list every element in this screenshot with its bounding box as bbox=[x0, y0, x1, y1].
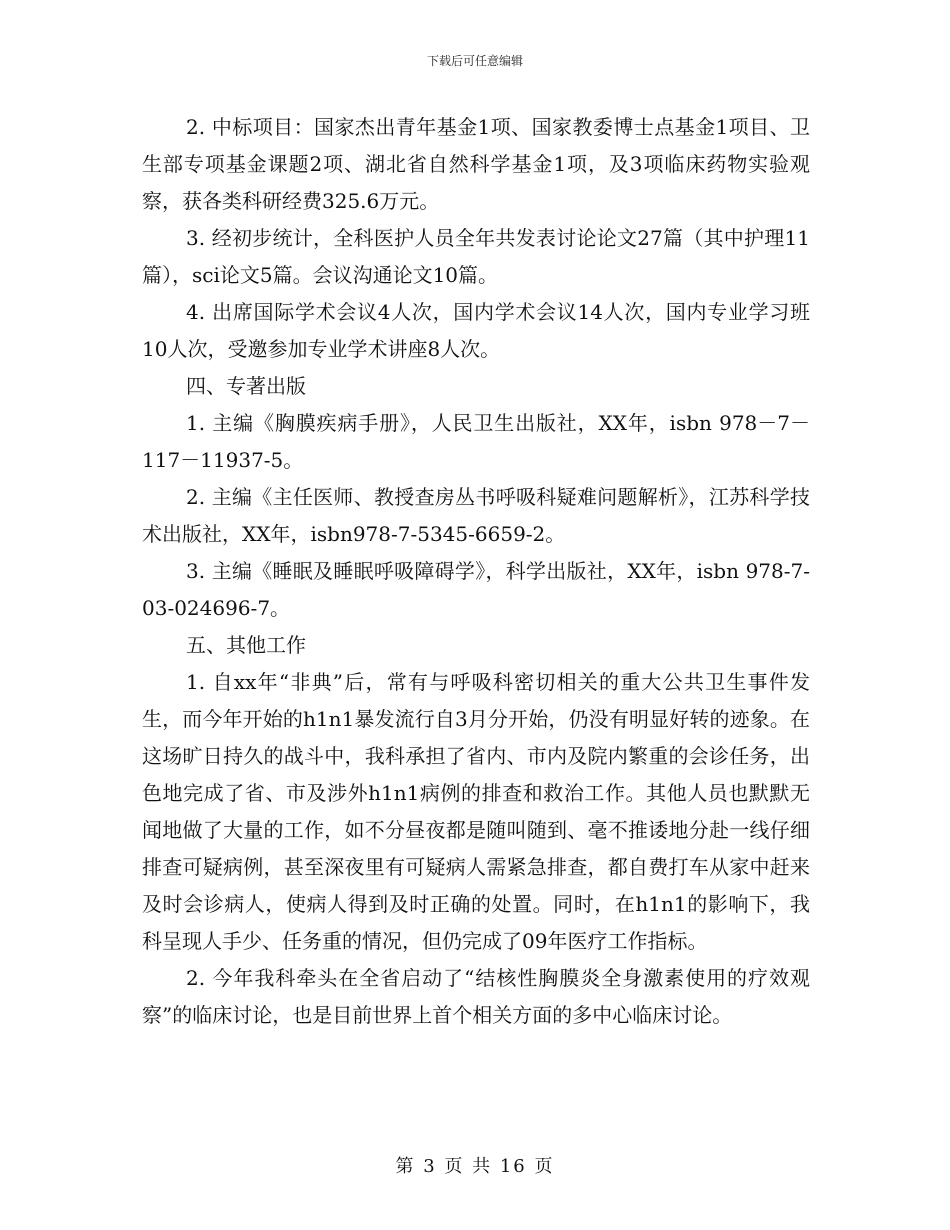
paragraph-monograph-2: 2. 主编《主任医师、教授查房丛书呼吸科疑难问题解析》，江苏科学技术出版社，XX年，isbn978-7-5345-6659-2。 bbox=[142, 485, 810, 546]
page-header: 下载后可任意编辑 bbox=[426, 54, 523, 68]
paragraph-clinical-study: 2. 今年我科牵头在全省启动了“结核性胸膜炎全身激素使用的疗效观察”的临床讨论，也是目前世界上首个相关方面的多中心临床讨论。 bbox=[142, 966, 810, 1027]
section-heading-monographs: 四、专著出版 bbox=[186, 374, 306, 398]
paragraph-publications: 3. 经初步统计，全科医护人员全年共发表讨论论文27篇（其中护理11篇），sci论文5篇。会议沟通论文10篇。 bbox=[142, 226, 810, 287]
paragraph-monograph-1: 1. 主编《胸膜疾病手册》，人民卫生出版社，XX年，isbn 978－7－117－11937-5。 bbox=[142, 411, 810, 472]
page-number-footer: 第 3 页 共 16 页 bbox=[395, 1156, 555, 1177]
paragraph-conferences: 4. 出席国际学术会议4人次，国内学术会议14人次，国内专业学习班10人次，受邀参加专业学术讲座8人次。 bbox=[142, 300, 810, 361]
document-body bbox=[142, 109, 810, 1034]
paragraph-research-projects: 2. 中标项目：国家杰出青年基金1项、国家教委博士点基金1项目、卫生部专项基金课题2项、湖北省自然科学基金1项，及3项临床药物实验观察，获各类科研经费325.6万元。 bbox=[142, 115, 810, 213]
section-heading-other-work: 五、其他工作 bbox=[186, 633, 306, 657]
paragraph-monograph-3: 3. 主编《睡眠及睡眠呼吸障碍学》，科学出版社，XX年，isbn 978-7-03-024696-7。 bbox=[142, 559, 810, 620]
paragraph-h1n1-work: 1. 自xx年“非典”后，常有与呼吸科密切相关的重大公共卫生事件发生，而今年开始的h1n1暴发流行自3月分开始，仍没有明显好转的迹象。在这场旷日持久的战斗中，我科承担了省内、市内及院内繁重的会诊任务，出色地完成了省、市及涉外h1n1病例的排查和救治工作。其他人员也默默无闻地做了大量的工作，如不分昼夜都是随叫随到、毫不推诿地分赴一线仔细排查可疑病例，甚至深夜里有可疑病人需紧急排查，都自费打车从家中赶来及时会诊病人，使病人得到及时正确的处置。同时，在h1n1的影响下，我科呈现人手少、任务重的情况，但仍完成了09年医疗工作指标。 bbox=[142, 670, 810, 953]
